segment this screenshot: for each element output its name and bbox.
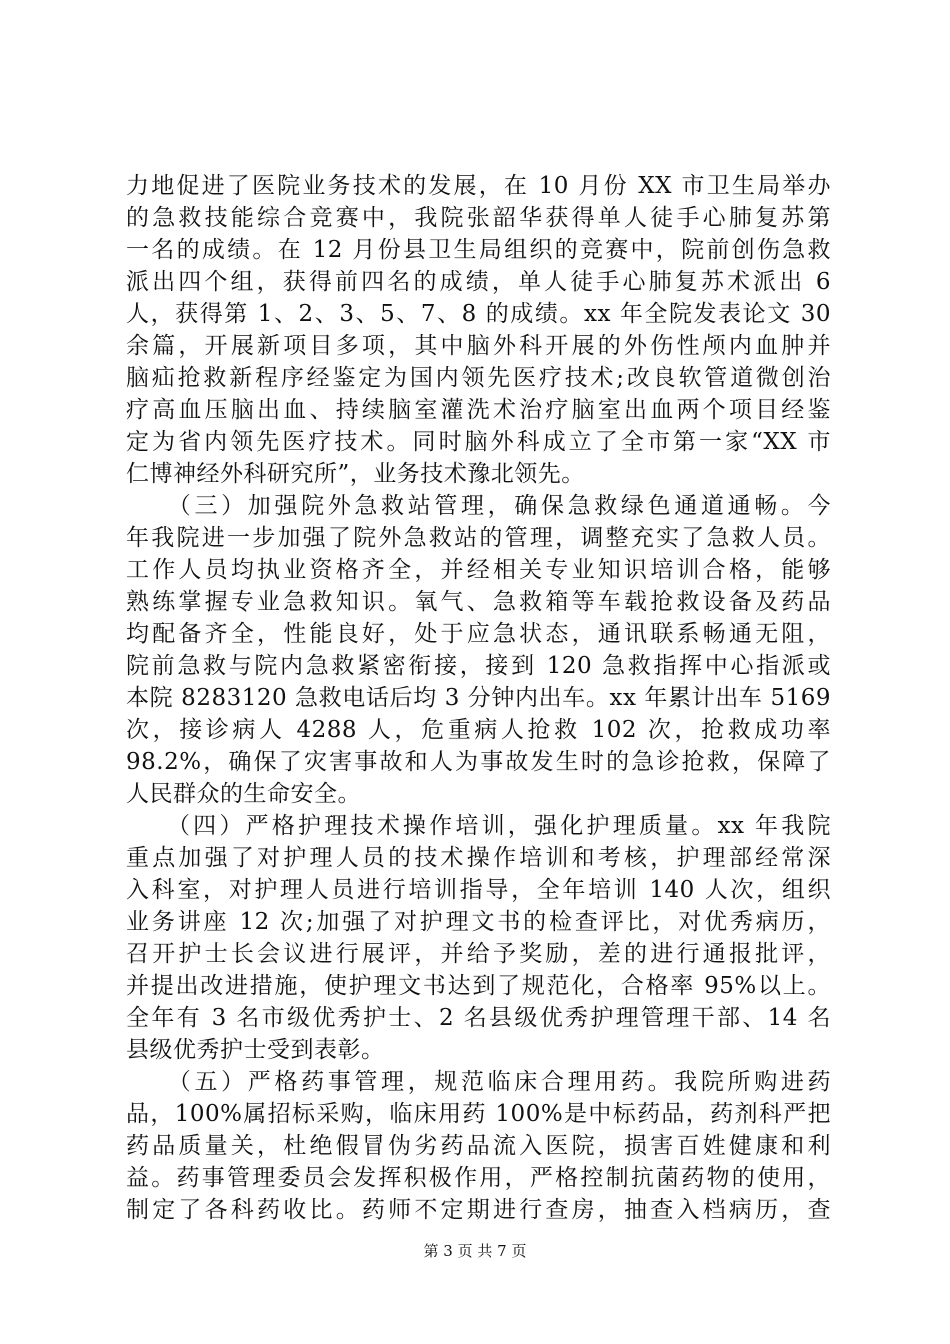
section-heading-line: （四）严格护理技术操作培训，强化护理质量。xx 年我院	[126, 813, 831, 839]
text-line: 院前急救与院内急救紧密衔接，接到 120 急救指挥中心指派或	[126, 653, 831, 679]
text-line: 药品质量关，杜绝假冒伪劣药品流入医院，损害百姓健康和利	[126, 1133, 831, 1159]
text-line: 一名的成绩。在 12 月份县卫生局组织的竞赛中，院前创伤急救	[126, 237, 831, 263]
text-line: 疗高血压脑出血、持续脑室灌洗术治疗脑室出血两个项目经鉴	[126, 397, 831, 423]
text-line: 年我院进一步加强了院外急救站的管理，调整充实了急救人员。	[126, 525, 831, 551]
text-line: 召开护士长会议进行展评，并给予奖励，差的进行通报批评，	[126, 941, 831, 967]
text-line: 均配备齐全，性能良好，处于应急状态，通讯联系畅通无阻，	[126, 621, 831, 647]
text-line: 益。药事管理委员会发挥积极作用，严格控制抗菌药物的使用，	[126, 1165, 831, 1191]
text-line: 本院 8283120 急救电话后均 3 分钟内出车。xx 年累计出车 5169	[126, 685, 831, 711]
text-line: 重点加强了对护理人员的技术操作培训和考核，护理部经常深	[126, 845, 831, 871]
text-line: 并提出改进措施，使护理文书达到了规范化，合格率 95%以上。	[126, 973, 831, 999]
section-heading-line: （三）加强院外急救站管理，确保急救绿色通道通畅。今	[126, 493, 831, 519]
text-line: 定为省内领先医疗技术。同时脑外科成立了全市第一家“XX 市	[126, 429, 831, 455]
text-line: 入科室，对护理人员进行培训指导，全年培训 140 人次，组织	[126, 877, 831, 903]
text-line: 工作人员均执业资格齐全，并经相关专业知识培训合格，能够	[126, 557, 831, 583]
text-line: 业务讲座 12 次;加强了对护理文书的检查评比，对优秀病历，	[126, 909, 831, 935]
text-line: 98.2%，确保了灾害事故和人为事故发生时的急诊抢救，保障了	[126, 749, 831, 775]
document-body	[126, 170, 831, 1226]
paragraph-end-line: 人民群众的生命安全。	[126, 781, 361, 807]
paragraph-end-line: 仁博神经外科研究所”，业务技术豫北领先。	[126, 461, 585, 487]
text-line: 人，获得第 1、2、3、5、7、8 的成绩。xx 年全院发表论文 30	[126, 301, 831, 327]
section-heading-line: （五）严格药事管理，规范临床合理用药。我院所购进药	[126, 1069, 831, 1095]
text-line: 品，100%属招标采购，临床用药 100%是中标药品，药剂科严把	[126, 1101, 831, 1127]
text-line: 全年有 3 名市级优秀护士、2 名县级优秀护理管理干部、14 名	[126, 1005, 831, 1031]
text-line: 派出四个组，获得前四名的成绩，单人徒手心肺复苏术派出 6	[126, 269, 831, 295]
text-line: 的急救技能综合竞赛中，我院张韶华获得单人徒手心肺复苏第	[126, 205, 831, 231]
text-line: 次，接诊病人 4288 人，危重病人抢救 102 次，抢救成功率	[126, 717, 831, 743]
text-line: 余篇，开展新项目多项，其中脑外科开展的外伤性颅内血肿并	[126, 333, 831, 359]
text-line: 力地促进了医院业务技术的发展，在 10 月份 XX 市卫生局举办	[126, 173, 831, 199]
text-line: 熟练掌握专业急救知识。氧气、急救箱等车载抢救设备及药品	[126, 589, 831, 615]
page-footer: 第 3 页 共 7 页	[423, 1242, 527, 1260]
paragraph-end-line: 县级优秀护士受到表彰。	[126, 1037, 385, 1063]
text-line: 脑疝抢救新程序经鉴定为国内领先医疗技术;改良软管道微创治	[126, 365, 831, 391]
text-line: 制定了各科药收比。药师不定期进行查房，抽查入档病历，查	[126, 1197, 831, 1223]
